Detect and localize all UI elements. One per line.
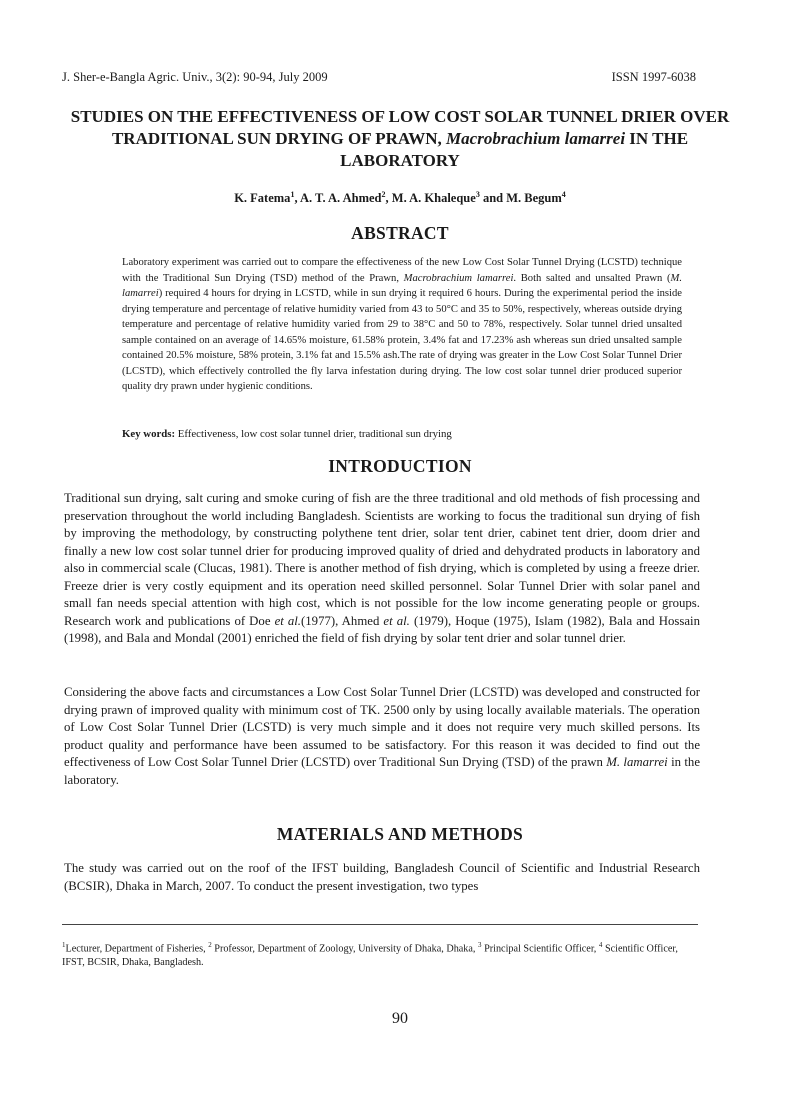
- footnote-text: Principal Scientific Officer,: [484, 943, 597, 955]
- author-1: K. Fatema: [234, 191, 291, 206]
- author-and: and: [482, 191, 504, 206]
- footnote-text: Professor, Department of Zoology, University of Dhaka, Dhaka,: [214, 943, 476, 955]
- intro-text: Considering the above facts and circumstances a Low Cost Solar Tunnel Drier (LCSTD) was developed and constructed for drying prawn of improved quality with minimum cost of TK. 2500 only by using locally available materials. The operation of Low Cost Solar Tunnel Drier (LCSTD) is very much simple and it does not require very much skilled persons. Its product quality and performance have been assumed to be satisfactory. For this reason it was decided to find out the effectiveness of Low Cost Solar Tunnel Drier (LCSTD) over Traditional Sun Drying (TSD) of the prawn: [64, 685, 700, 769]
- author-3: M. A. Khaleque: [391, 191, 476, 206]
- footnote-marker: 3: [478, 941, 482, 949]
- methods-heading: MATERIALS AND METHODS: [276, 824, 524, 844]
- author-3-affil: 3: [475, 190, 480, 199]
- footnote-marker: 2: [208, 941, 212, 949]
- introduction-heading: INTRODUCTION: [328, 456, 472, 476]
- title-main: STUDIES ON THE EFFECTIVENESS OF LOW COST SOLAR TUNNEL DRIER OVER TRADITIONAL SUN DRYING OF PRAWN,: [70, 107, 730, 148]
- keywords-label: Key words:: [122, 428, 176, 440]
- introduction-paragraph-2: [64, 684, 700, 789]
- intro-etal: et al.: [274, 613, 302, 628]
- intro-etal: et al.: [383, 613, 410, 628]
- abstract-part: . Both salted and unsalted Prawn (: [513, 272, 671, 284]
- journal-citation: J. Sher-e-Bangla Agric. Univ., 3(2): 90-94, July 2009: [62, 70, 328, 84]
- intro-text: (1977), Ahmed: [301, 613, 380, 628]
- intro-text: Traditional sun drying, salt curing and smoke curing of fish are the three traditional and old methods of fish processing and preservation throughout the world including Bangladesh. Scientists are working to focus the traditional sun drying of fish by improving the methodology, by constructing polythene tent drier, solar tent drier, cabinet tent drier, doom drier and finally a new low cost solar tunnel drier for producing improved quality of dried and dehydrated products in laboratory and also in commercial scale (Clucas, 1981). There is another method of fish drying, which is completed by using a freeze drier. Freeze drier is very costly equipment and its operation need skilled personnel. Solar Tunnel Drier with solar panel and small fan needs special attention with high cost, which is not possible for the low income generating people or groups. Research work and publications of Doe: [64, 491, 700, 628]
- footnote-divider: [62, 924, 698, 925]
- intro-text: (1979), Hoque (1975), Islam (1982), Bala and Hossain (1998), and Bala and Mondal (2001) enriched the field of fish drying by solar tent drier and solar tunnel drier.: [64, 613, 700, 645]
- methods-paragraph-1: The study was carried out on the roof of the IFST building, Bangladesh Council of Scientific and Industrial Research (BCSIR), Dhaka in March, 2007. To conduct the present investigation, two types: [64, 861, 700, 893]
- author-4-affil: 4: [561, 190, 566, 199]
- author-2-affil: 2: [381, 190, 386, 199]
- author-4: M. Begum: [506, 191, 562, 206]
- issn: ISSN 1997-6038: [611, 70, 696, 84]
- footnote-marker: 1: [62, 941, 66, 949]
- intro-text: in the laboratory.: [64, 755, 701, 787]
- footnote-text: Scientific Officer, IFST, BCSIR, Dhaka, Bangladesh.: [62, 943, 678, 969]
- introduction-paragraph-1: [64, 490, 700, 648]
- title-species: Macrobrachium lamarrei: [446, 129, 626, 148]
- paper-title: [60, 106, 740, 172]
- page-number: 90: [392, 1010, 408, 1027]
- abstract-species: Macrobrachium lamarrei: [403, 272, 514, 284]
- author-list: K. Fatema$^1$, A. T. A. Ahmed$^2$, M. A. Khaleque$^3$ and M. Begum$^4$: [234, 190, 566, 206]
- abstract-heading: ABSTRACT: [351, 223, 449, 243]
- abstract-text: [122, 255, 682, 395]
- keywords: [122, 428, 682, 440]
- abstract-part: ) required 4 hours for drying in LCSTD, while in sun drying it required 6 hours. During the experimental period the inside drying temperature and percentage of relative humidity varied from 43 to 50°C and 35 to 50%, respectively, whereas outside drying temperature and percentage of relative humidity varied from 29 to 38°C and 50 to 78%, respectively. Solar tunnel dried unsalted sample contained on an average of 14.65% moisture, 61.58% protein, 3.4% fat and 17.23% ash whereas sun dried unsalted sample contained 20.5% moisture, 58% protein, 3.1% fat and 15.5% ash.The rate of drying was greater in the Low Cost Solar Tunnel Drier (LCSTD), which effectively controlled the fly larva infestation during drying. The low cost solar tunnel drier produced superior quality dry prawn under hygienic conditions.: [122, 288, 682, 392]
- title-tail: IN THE LABORATORY: [340, 129, 689, 170]
- abstract-species: M. lamarrei: [122, 272, 682, 299]
- author-1-affil: 1: [290, 190, 295, 199]
- intro-species: M. lamarrei: [606, 755, 668, 769]
- footnote-text: Lecturer, Department of Fisheries,: [65, 943, 206, 955]
- keywords-text: Effectiveness, low cost solar tunnel drier, traditional sun drying: [177, 428, 452, 440]
- running-head: [62, 70, 696, 85]
- abstract-part: Laboratory experiment was carried out to compare the effectiveness of the new Low Cost Solar Tunnel Drying (LCSTD) technique with the Traditional Sun Drying (TSD) method of the Prawn,: [122, 257, 682, 284]
- footnote-marker: 4: [598, 941, 603, 949]
- author-2: A. T. A. Ahmed: [300, 191, 382, 206]
- affiliations-footnote: [62, 938, 698, 970]
